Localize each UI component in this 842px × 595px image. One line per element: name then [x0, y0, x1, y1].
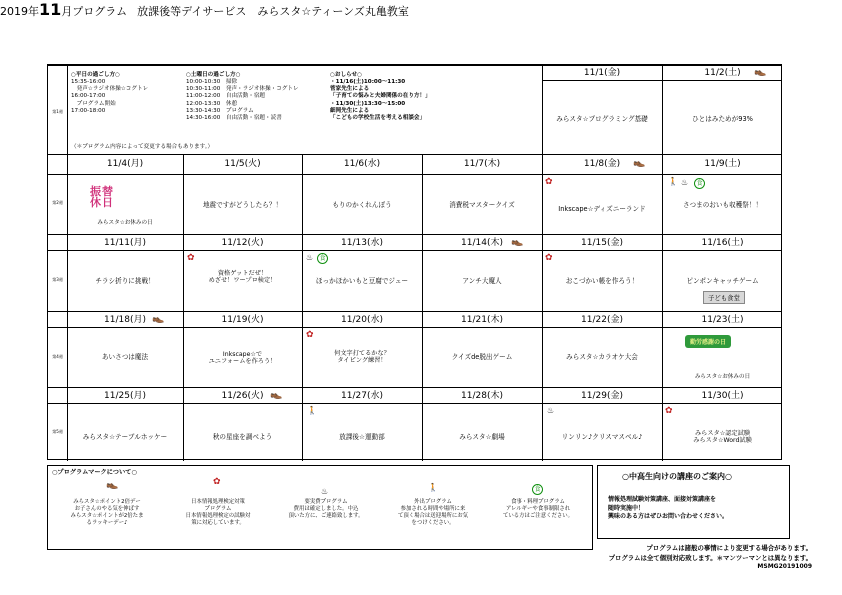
legend-item-cost: 要実費プログラム 費用は確定しました。中込 頂いた方に、ご連絡致します。: [288, 499, 364, 520]
notice-body: ・11/16(土)10:00～11:30 菅家先生による 「子育ての悩みと夫婦関係の在り方！」 ・11/30(土)13:30～15:00 細岡先生による 「こどもの学校生活を考える相談会」: [330, 79, 431, 121]
day-event: 放課後☆運動部: [339, 433, 385, 441]
day-header: 11/4(月): [106, 159, 144, 169]
week-label: 第3週: [52, 277, 63, 282]
day-event: チラシ折りに挑戦！: [95, 277, 155, 285]
day-event: みらスタ☆お休みの日: [97, 220, 153, 226]
day-header: 11/23(土): [701, 315, 744, 325]
point-shoe-icon: 👞: [754, 66, 767, 77]
day-header: 11/28(木): [461, 391, 503, 401]
highschool-body: 情報処理試験対策講座、面接対策講座を 随時実施中！ 興味のある方はぜひお問い合わせください。: [608, 496, 729, 521]
day-event: みらスタ☆お休みの日: [694, 374, 751, 380]
title-month: 11: [39, 0, 62, 19]
notice-title: ○おしらせ○: [330, 72, 362, 78]
day-header: 11/15(金): [581, 238, 623, 248]
cost-pot-icon: ♨: [306, 253, 314, 262]
day-event: みらスタ☆劇場: [459, 433, 505, 441]
day-header: 11/6(水): [343, 159, 381, 169]
outing-walk-icon: 🚶: [307, 406, 317, 415]
day-event: 地震ですがどうしたら？！: [202, 201, 283, 209]
day-event: リンリン♪クリスマスベル♪: [561, 433, 643, 441]
food-icon: 食: [317, 253, 328, 264]
day-header: 11/12(火): [221, 238, 264, 248]
point-shoe-icon: 👞: [106, 479, 119, 490]
weekday-body: 15:35-16:00 発声☆ラジオ体操☆コグトレ 16:00-17:00 プログラム開始 17:00-18:00: [71, 79, 149, 114]
certification-book-icon: ✿: [213, 477, 221, 487]
certification-book-icon: ✿: [665, 406, 673, 416]
legend-item-food: 食事・料理プログラム アレルギーや食事制限され ている方はご注意ください。: [502, 499, 574, 520]
day-header: 11/9(土): [704, 159, 741, 169]
outing-walk-icon: 🚶: [668, 177, 678, 186]
day-header: 11/29(金): [581, 391, 623, 401]
certification-book-icon: ✿: [545, 253, 553, 263]
day-event: あいさつは魔法: [101, 353, 149, 361]
day-header: 11/21(木): [461, 315, 503, 325]
day-event: Inkscape☆ディズニーランド: [558, 205, 646, 213]
day-event: みらスタ☆カラオケ大会: [566, 353, 638, 361]
highschool-title: ○中高生向けの講座のご案内○: [622, 472, 732, 481]
day-event: みらスタ☆認定試験 みらスタ☆Word試験: [693, 430, 752, 445]
point-shoe-icon: 👞: [633, 157, 646, 168]
legend-box: [47, 465, 593, 550]
day-event: ピンポンキャッチゲーム: [686, 277, 759, 285]
day-event: 資格ゲットだぜ！ めざせ！ワープロ検定！: [208, 270, 277, 285]
page-title: [0, 0, 842, 19]
weekday-schedule: [71, 72, 148, 115]
org-name: 放課後等デイサービス みらスタ☆ティーンズ丸亀教室: [137, 5, 409, 18]
notice: [330, 72, 431, 122]
legend-item-certification: 日本情報処理検定対策 プログラム 日本情報処理検定の試験対 策に対応しています。: [185, 499, 251, 527]
point-shoe-icon: 👞: [152, 313, 165, 324]
day-header: 11/20(水): [341, 315, 383, 325]
saturday-schedule: [186, 72, 299, 122]
day-header: 11/25(月): [104, 391, 146, 401]
day-header: 11/11(月): [104, 238, 146, 248]
day-header: 11/7(木): [463, 159, 501, 169]
legend-title: ○プログラムマークについて○: [52, 469, 137, 476]
day-event: アンチ大魔人: [462, 277, 502, 285]
week-label: 第1週: [52, 109, 63, 114]
day-event: もりのかくれんぼう: [332, 201, 392, 209]
day-event: 何文字打てるかな？ タイピング練習！: [334, 350, 390, 365]
day-header: 11/22(金): [581, 315, 623, 325]
holiday-banner: 勤労感謝の日: [685, 335, 731, 348]
day-event: みらスタ☆プログラミング基礎: [556, 115, 648, 123]
day-event: クイズde脱出ゲーム: [451, 353, 513, 361]
footer-note: プログラムは全て個別対応致します。＊マンツーマンとは異なります。: [608, 554, 812, 562]
legend-item-point: みらスタ☆ポイント2倍デー お子さんのやる気を伸ばす みらスタ☆ポイントが2倍たま るラッキーデー♪: [70, 499, 144, 527]
day-header: 11/5(火): [224, 159, 261, 169]
day-header: 11/26(火): [221, 391, 264, 401]
document-code: MSMG20191009: [757, 563, 812, 570]
food-icon: 食: [532, 484, 543, 495]
food-icon: 食: [694, 178, 705, 189]
day-header: 11/27(水): [341, 391, 383, 401]
saturday-body: 10:00-10:30 掃除 10:30-11:00 発声・ラジオ体操・コグトレ 11:00-12:00 自由活動・宿題 12:00-13:30 休憩 13:30-14:30 プログラム 14:30-16:00 自由活動・宿題・読書: [186, 79, 299, 121]
title-year: 2019年: [0, 5, 39, 18]
point-shoe-icon: 👞: [270, 389, 283, 400]
week-label: 第5週: [52, 429, 63, 434]
day-event: Inkscape☆で ユニフォームを作ろう！: [208, 351, 277, 366]
weekday-note: （＊プログラム内容によって変更する場合もあります。）: [71, 144, 214, 150]
day-event: ほっかほかいもと豆腐でジュー: [315, 277, 409, 285]
day-header: 11/13(水): [341, 238, 383, 248]
certification-book-icon: ✿: [545, 177, 553, 187]
certification-book-icon: ✿: [187, 253, 195, 263]
day-header: 11/16(土): [701, 238, 744, 248]
legend-item-outing: 外出プログラム 参加される時間や場所に来 て頂く場合は送迎場所にお気 をつけください。: [397, 499, 469, 527]
furikae-stamp: 振替 休日: [90, 185, 114, 209]
day-header: 11/19(火): [221, 315, 264, 325]
day-event: 秋の星座を調べよう: [212, 433, 273, 441]
saturday-title: ○土曜日の過ごし方○: [186, 72, 241, 78]
cost-pot-icon: ♨: [681, 178, 689, 187]
day-header: 11/14(木): [461, 238, 503, 248]
day-event: 消費税マスタークイズ: [449, 201, 515, 209]
title-month-suffix: 月プログラム: [61, 5, 128, 18]
day-event: おこづかい帳を作ろう！: [565, 277, 639, 285]
day-header: 11/1(金): [583, 68, 621, 78]
day-header: 11/8(金): [583, 159, 621, 169]
day-event: みらスタ☆テーブルホッケー: [82, 433, 168, 441]
day-header: 11/18(月): [104, 315, 146, 325]
kodomo-shokudo-badge: 子ども食堂: [703, 291, 745, 304]
outing-walk-icon: 🚶: [428, 483, 438, 492]
point-shoe-icon: 👞: [511, 236, 524, 247]
day-event: ひとはみためが93%: [692, 115, 753, 123]
day-event: さつまのおいも収穫祭！！: [682, 201, 763, 209]
weekday-title: ○平日の過ごし方○: [71, 72, 120, 78]
day-header: 11/2(土): [704, 68, 741, 78]
certification-book-icon: ✿: [306, 330, 314, 340]
highschool-course-box: [597, 465, 790, 539]
week-label: 第2週: [52, 200, 63, 205]
week-label: 第4週: [52, 354, 63, 359]
cost-pot-icon: ♨: [321, 487, 329, 496]
footer-note: プログラムは諸般の事情により変更する場合があります。: [646, 544, 812, 552]
calendar-grid: [47, 64, 782, 460]
cost-pot-icon: ♨: [547, 406, 555, 415]
day-header: 11/30(土): [701, 391, 744, 401]
